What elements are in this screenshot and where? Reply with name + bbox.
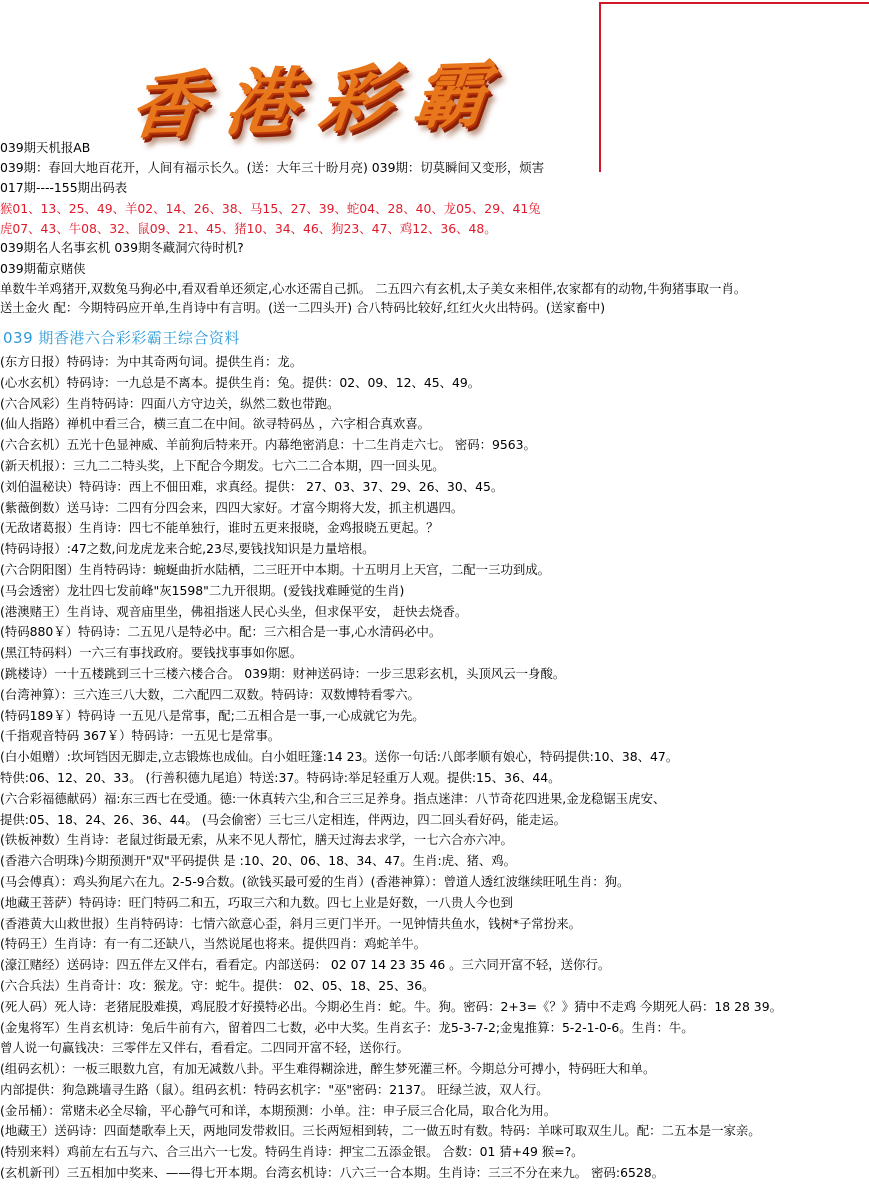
list-item: (台湾神算）：三六连三八大数，二六配四二双数。特码诗：双数博特看零六。: [0, 686, 420, 702]
list-item: 内部提供：狗急跳墙寻生路（鼠）。组码玄机：特码玄机字："巫"密码：2137。 旺绿兰波，双人行。: [0, 1081, 549, 1097]
banner-title: 香港彩霸: [126, 50, 513, 149]
list-item: (六合兵法）生肖奇计：攻：猴龙。守：蛇牛。提供： 02、05、18、25、36。: [0, 977, 435, 993]
list-item: (刘伯温秘诀）特码诗：西上不佃田难，求真经。提供： 27、03、37、29、26、30、45。: [0, 478, 504, 494]
list-item: (马会透密）龙壮四七发前峰"灰1598"二九开很期。(爱钱找难睡觉的生肖): [0, 582, 405, 598]
list-item: (六合彩福德献码）福:东三西七在受通。德:一休真转六尘,和合三三足养身。指点迷津：八节奇花四进果,金龙稳锯玉虎安、: [0, 790, 666, 806]
zodiac-numbers-line-1: 猴01、13、25、49、羊02、14、26、38、马15、27、39、蛇04、28、40、龙05、29、41兔: [0, 201, 541, 216]
list-item: (濠江赌经）送码诗：四五伴左又伴右，看看定。内部送码： 02 07 14 23 35 46 。三六同开富不轻，送你行。: [0, 957, 611, 973]
list-item: (地藏王菩萨）特码诗：旺门特码二和五，巧取三六和九数。四七上业是好数，一八贵人今也到: [0, 894, 513, 910]
list-item: 曾人说一句赢钱决：三零伴左又伴右，看看定。二四同开富不轻，送你行。: [0, 1040, 409, 1056]
list-item: (新天机报）：三九二二特头奖，上下配合今期发。七六二二合本期，四一回头见。: [0, 457, 445, 473]
list-item: (特码诗报）:47之数,问龙虎龙来合蛇,23尽,要钱找知识是力量培根。: [0, 541, 375, 557]
banner-logo: [120, 28, 590, 149]
top-line-2: 039期：春回大地百花开，人间有福示长久。(送：大年三十盼月亮) 039期：切莫瞬间又变形，烦害: [0, 160, 545, 175]
list-item: (地藏王）送码诗：四面楚歌奉上天，两地同发带救旧。三长两短相到转，二一做五时有数。特码：羊咪可取双生儿。配：二五本是一家亲。: [0, 1123, 761, 1139]
list-item: (香港黄大山救世报）生肖特码诗：七情六欲意心歪，斜月三更门半开。一见钟情共鱼水，钱树*子常扮来。: [0, 915, 581, 931]
list-item: (黑江特码料）一六三有事找政府。要钱找事事如你愿。: [0, 645, 303, 661]
list-item: (六合风彩）生肖特码诗：四面八方守边关，纵然二数也带跑。: [0, 395, 340, 411]
top-line-9: 送土金火 配：今期特码应开单,生肖诗中有言明。(送一二四头开) 合八特码比较好,红红火火出特码。(送家畜中): [0, 300, 606, 315]
section-heading: 039 期香港六合彩彩霸王综合资料: [3, 329, 240, 347]
list-item: 特供:06、12、20、33。 (行善积德九尾追）特送:37。特码诗:举足轻重万人观。提供:15、36、44。: [0, 769, 561, 785]
list-item: (六合玄机）五光十色显神威、羊前狗后特来开。内幕绝密消息：十二生肖走六七。 密码：9563。: [0, 437, 536, 453]
list-item: (金吊桶）：常赌未必全尽输，平心静气可和详，本期预测：小单。注：申子辰三合化局，取合化为用。: [0, 1102, 557, 1118]
list-item: (仙人指路）禅机中看三合，横三直二在中间。欲寻特码丛 ，六字相合真欢喜。: [0, 416, 431, 432]
list-item: (香港六合明珠)今期预测开"双"平码提供 是 :10、20、06、18、34、47。生肖:虎、猪、鸡。: [0, 853, 517, 869]
red-frame-box: [599, 2, 869, 172]
info-list: [0, 352, 863, 1184]
top-line-7: 039期葡京赌侠: [0, 261, 86, 276]
list-item: (马会傅真）：鸡头狗尾六在九。2-5-9合数。(欲钱买最可爱的生肖）(香港神算）：曾道人透红波继续旺吼生肖：狗。: [0, 873, 630, 889]
top-line-1: 039期天机报AB: [0, 140, 91, 155]
list-item: (玄机新刊）三五相加中奖来、——得七开本期。台湾玄机诗：八六三一合本期。生肖诗：三三不分在来九。 密码:6528。: [0, 1165, 665, 1181]
list-item: (千指观音特码 367￥）特码诗：一五见七是常事。: [0, 728, 281, 744]
list-item: (金鬼将军）生肖玄机诗：兔后牛前有六，留着四二七数，必中大奖。生肖玄子：龙5-3-7-2;金鬼推算：5-2-1-0-6。生肖：牛。: [0, 1019, 694, 1035]
list-item: (特别来料）鸡前左右五与六、合三出六一七发。特码生肖诗：押宝二五添金银。 合数：01 猜+49 猴=?。: [0, 1144, 584, 1160]
list-item: (死人码）死人诗：老猪屁股难摸，鸡屁股才好摸特必出。今期必生肖：蛇。牛。狗。密码：2+3=《？》猜中不走鸡 今期死人码：18 28 39。: [0, 998, 782, 1014]
list-item: (港澳赌王）生肖诗、观音庙里坐，佛祖指迷人民心头坐，但求保平安， 赶快去烧香。: [0, 603, 468, 619]
list-item: (特码189￥）特码诗 一五见八是常事，配;二五相合是一事,一心成就它为先。: [0, 707, 425, 723]
list-item: (特码王）生肖诗：有一有二还缺八，当然说尾也将来。提供四肖：鸡蛇羊牛。: [0, 936, 427, 952]
list-item: (六合阴阳图）生肖特码诗：蜿蜒曲折水陆栖，二三旺开中本期。十五明月上天宫，二配一三功到成。: [0, 561, 551, 577]
list-item: (东方日报）特码诗：为中其奇两句词。提供生肖：龙。: [0, 354, 303, 369]
list-item: 提供:05、18、24、26、36、44。 (马会偷密）三七三八定相连，伴两边，四二回头看好码，能走运。: [0, 811, 566, 827]
list-item: (紫薇倒数）送马诗：二四有分四会来，四四大家好。才富今期将大发，抓主机遇四。: [0, 499, 464, 515]
list-item: (心水玄机）特码诗：一九总是不离本。提供生肖：兔。提供：02、09、12、45、49。: [0, 374, 481, 390]
list-item: (组码玄机）：一板三眼数九宫，有加无减数八卦。平生难得糊涂进，醉生梦死灌三杯。今期总分可搏小，特码旺大和单。: [0, 1061, 656, 1077]
top-line-6: 039期名人名事玄机 039期冬藏洞穴待时机?: [0, 240, 244, 255]
list-item: (无敌诸葛报）生肖诗：四七不能单独行，谁时五更来报晓，金鸡报晓五更起。？: [0, 520, 439, 536]
top-line-8: 单数牛羊鸡猪开,双数兔马狗必中,看双看单还须定,心水还需自己抓。 二五四六有玄机,太子美女来相伴,农家都有的动物,牛狗猪事取一肖。: [0, 281, 747, 296]
list-item: (白小姐赠）:坎坷铛因无脚走,立志锻炼也成仙。白小姐旺篷:14 23。送你一句话:八郎孝顺有娘心，特码提供:10、38、47。: [0, 749, 679, 765]
zodiac-numbers-line-2: 虎07、43、牛08、32、鼠09、21、45、猪10、34、46、狗23、47、鸡12、36、48。: [0, 221, 497, 236]
list-item: (铁板神数）生肖诗：老鼠过街最无索，从来不见人帮忙，膳天过海去求学，一七六合亦六冲。: [0, 832, 513, 848]
top-line-3: 017期----155期出码表: [0, 180, 128, 195]
list-item: (特码880￥）特码诗：二五见八是特必中。配：三六相合是一事,心水清码必中。: [0, 624, 442, 640]
list-item: (跳楼诗）一十五楼跳到三十三楼六楼合合。 039期：财神送码诗：一步三思彩玄机，头顶风云一身酸。: [0, 665, 566, 681]
